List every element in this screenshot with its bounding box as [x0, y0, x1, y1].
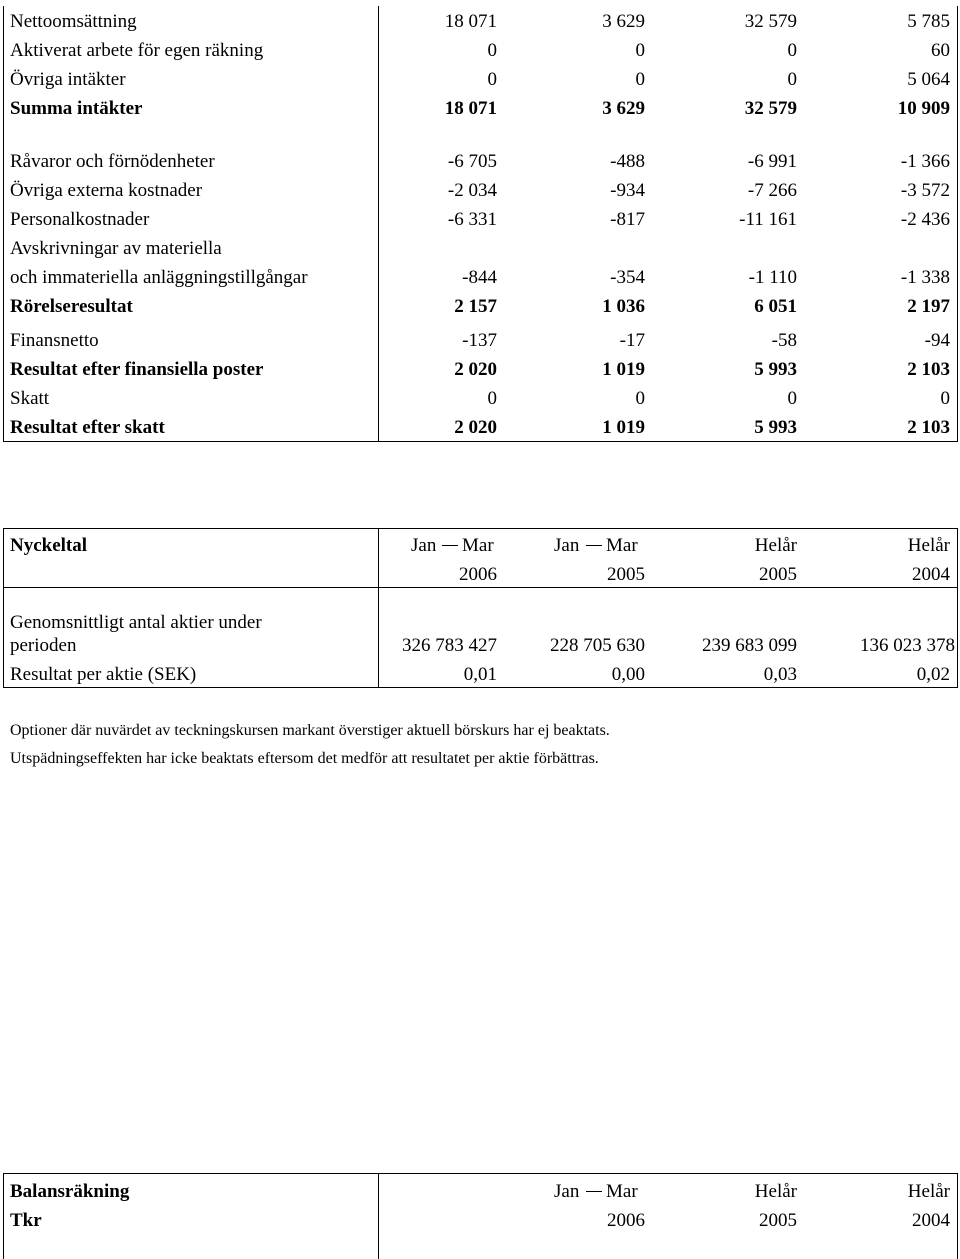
income-row — [0, 36, 960, 65]
income-row-total — [0, 413, 960, 442]
year-label: 2004 — [912, 1210, 950, 1231]
value-cell: 0 — [635, 40, 645, 61]
row-label: Finansnetto — [10, 330, 99, 351]
value-cell: -7 266 — [747, 180, 797, 201]
period-label: Mar — [462, 535, 494, 556]
footnote: Optioner där nuvärdet av teckningskursen markant överstiger aktuell börskurs har ej beaktats. — [10, 722, 610, 739]
row-label: och immateriella anläggningstillgångar — [10, 267, 308, 288]
value-cell: 0 — [635, 388, 645, 409]
value-cell: 5 993 — [754, 417, 797, 438]
income-row — [0, 263, 960, 292]
period-label: Helår — [907, 1181, 950, 1202]
value-cell: -6 705 — [447, 151, 497, 172]
income-row-total — [0, 292, 960, 321]
income-row — [0, 234, 960, 263]
year-label: 2005 — [759, 564, 797, 585]
income-row — [0, 7, 960, 36]
value-cell: -6 991 — [747, 151, 797, 172]
value-cell: 10 909 — [897, 98, 950, 119]
income-row — [0, 326, 960, 355]
value-cell: 2 020 — [454, 359, 497, 380]
keyfigures-header-row — [0, 531, 960, 560]
value-cell: 0 — [787, 388, 797, 409]
value-cell: -137 — [462, 330, 497, 351]
keyfigures-row — [0, 631, 960, 660]
unit-label: Tkr — [10, 1210, 42, 1231]
value-cell: -2 034 — [447, 180, 497, 201]
value-cell: 0 — [787, 69, 797, 90]
value-cell: 136 023 378 — [860, 635, 955, 656]
value-cell: -3 572 — [900, 180, 950, 201]
period-label: Jan — [554, 535, 580, 556]
value-cell: -11 161 — [739, 209, 797, 230]
value-cell: 239 683 099 — [702, 635, 797, 656]
period-label: Mar — [606, 1181, 638, 1202]
value-cell: 5 993 — [754, 359, 797, 380]
period-label: Jan — [411, 535, 437, 556]
value-cell: -1 110 — [748, 267, 797, 288]
keyfigures-year-row — [0, 560, 960, 589]
value-cell: 0,00 — [611, 664, 645, 685]
value-cell: 1 036 — [602, 296, 645, 317]
row-label: Resultat efter finansiella poster — [10, 359, 264, 380]
row-label: Övriga intäkter — [10, 69, 126, 90]
value-cell: 1 019 — [602, 417, 645, 438]
value-cell: 2 157 — [454, 296, 497, 317]
row-label: Aktiverat arbete för egen räkning — [10, 40, 264, 61]
footnote: Utspädningseffekten har icke beaktats eftersom det medför att resultatet per aktie förbättras. — [10, 750, 599, 767]
value-cell: -58 — [771, 330, 797, 351]
year-label: 2005 — [607, 564, 645, 585]
table-border-top — [3, 528, 958, 529]
value-cell: 60 — [931, 40, 950, 61]
value-cell: 0 — [487, 388, 497, 409]
value-cell: -2 436 — [900, 209, 950, 230]
income-row — [0, 147, 960, 176]
year-label: 2005 — [759, 1210, 797, 1231]
period-label: Helår — [907, 535, 950, 556]
balance-title: Balansräkning — [10, 1181, 130, 1202]
value-cell: 0 — [787, 40, 797, 61]
year-label: 2006 — [607, 1210, 645, 1231]
period-dash — [586, 1191, 602, 1192]
income-row — [0, 205, 960, 234]
value-cell: 228 705 630 — [550, 635, 645, 656]
value-cell: 3 629 — [602, 98, 645, 119]
row-label: Resultat efter skatt — [10, 417, 165, 438]
value-cell: 0,02 — [916, 664, 950, 685]
value-cell: 18 071 — [444, 11, 497, 32]
value-cell: -94 — [924, 330, 950, 351]
period-label: Mar — [606, 535, 638, 556]
row-label: Personalkostnader — [10, 209, 150, 230]
value-cell: 0 — [487, 40, 497, 61]
value-cell: -1 366 — [900, 151, 950, 172]
value-cell: 3 629 — [602, 11, 645, 32]
table-border-top — [3, 1173, 958, 1174]
period-label: Helår — [754, 535, 797, 556]
year-label: 2004 — [912, 564, 950, 585]
period-label: Helår — [754, 1181, 797, 1202]
value-cell: -354 — [610, 267, 645, 288]
value-cell: 32 579 — [744, 11, 797, 32]
value-cell: 0 — [635, 69, 645, 90]
period-dash — [442, 545, 458, 546]
value-cell: -817 — [610, 209, 645, 230]
balance-year-row — [0, 1206, 960, 1235]
row-label: Summa intäkter — [10, 98, 143, 119]
value-cell: 0 — [940, 388, 950, 409]
value-cell: 0,01 — [463, 664, 497, 685]
year-label: 2006 — [459, 564, 497, 585]
row-label: Nettoomsättning — [10, 11, 137, 32]
row-label: Rörelseresultat — [10, 296, 133, 317]
value-cell: 0,03 — [763, 664, 797, 685]
income-row — [0, 65, 960, 94]
value-cell: 2 020 — [454, 417, 497, 438]
value-cell: -488 — [610, 151, 645, 172]
income-row-total — [0, 94, 960, 123]
value-cell: 1 019 — [602, 359, 645, 380]
balance-period-row — [0, 1177, 960, 1206]
value-cell: 5 064 — [907, 69, 950, 90]
value-cell: -6 331 — [447, 209, 497, 230]
value-cell: 2 103 — [907, 359, 950, 380]
income-row-total — [0, 355, 960, 384]
value-cell: 18 071 — [444, 98, 497, 119]
row-label: Resultat per aktie (SEK) — [10, 664, 197, 685]
row-label: Skatt — [10, 388, 50, 409]
row-label: Avskrivningar av materiella — [10, 238, 222, 259]
income-row — [0, 176, 960, 205]
period-dash — [586, 545, 602, 546]
value-cell: 2 103 — [907, 417, 950, 438]
period-label: Jan — [554, 1181, 580, 1202]
row-label: Genomsnittligt antal aktier under — [10, 612, 262, 633]
value-cell: -844 — [462, 267, 497, 288]
keyfigures-title: Nyckeltal — [10, 535, 88, 556]
value-cell: 326 783 427 — [402, 635, 497, 656]
value-cell: 0 — [487, 69, 497, 90]
value-cell: 6 051 — [754, 296, 797, 317]
value-cell: -17 — [619, 330, 645, 351]
value-cell: -1 338 — [900, 267, 950, 288]
income-row — [0, 384, 960, 413]
row-label: Övriga externa kostnader — [10, 180, 203, 201]
value-cell: 5 785 — [907, 11, 950, 32]
value-cell: -934 — [610, 180, 645, 201]
keyfigures-row — [0, 660, 960, 689]
value-cell: 32 579 — [744, 98, 797, 119]
row-label: perioden — [10, 635, 77, 656]
value-cell: 2 197 — [907, 296, 950, 317]
row-label: Råvaror och förnödenheter — [10, 151, 215, 172]
